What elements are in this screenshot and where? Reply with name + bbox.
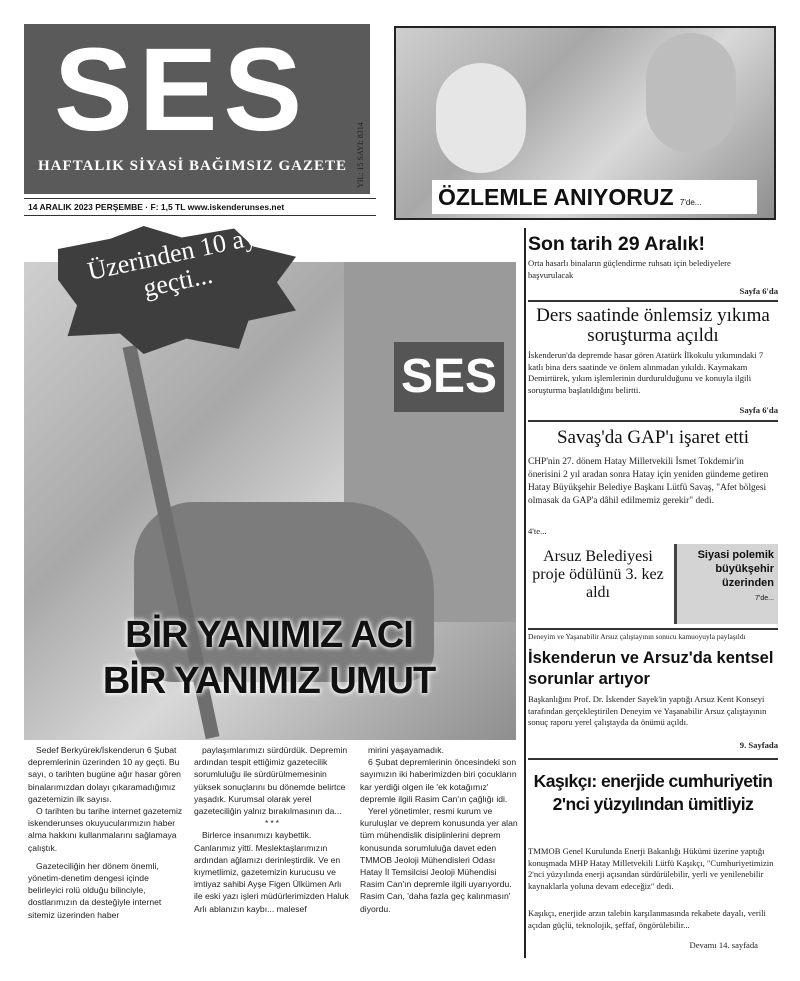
paragraph: Gazeteciliğin her dönem önemli, yönetim-denetim dengesi içinde belirleyici rolü olduğu bilinciyle, dostlarımızın da desteğiyle internet sitemiz üzerinden haber	[28, 860, 162, 920]
kentsel-headline[interactable]: İskenderun ve Arsuz'da kentsel sorunlar artıyor	[528, 649, 774, 688]
son-tarih-ref: Sayfa 6'da	[739, 286, 778, 296]
tagline: HAFTALIK SİYASİ BAĞIMSIZ GAZETE	[38, 158, 347, 174]
kasikci-text-1: TMMOB Genel Kurulunda Enerji Bakanlığı Hükümi üzerine yaptığı konuşmada MHP Hatay Milletvekili Lütfü Kaşıkçı, "Cumhuriyetimizin 2'nci yüzyılında enerji açısından sürdürülebilir, yerli ve yenilenebilir kaynaklarla yoluna devam edeceğiz" dedi.	[528, 846, 774, 891]
paragraph: paylaşımlarımızı sürdürdük. Depremin ardından tespit ettiğimiz gazetecilik sorumluluğu ile sürdürülmemesinin yüksek sonuçlarını bu dönemde belirtce yaşadık. Kurumsal olarak yerel gazeteciliğin yalnız bırakılmasının da...	[194, 745, 348, 817]
polemik-headline: Siyasi polemik büyükşehir üzerinden	[697, 549, 774, 589]
polemik-ref: 7'de...	[755, 595, 774, 602]
headline-line: BİR YANIMIZ ACI	[125, 614, 413, 656]
headline-line: BİR YANIMIZ UMUT	[102, 660, 436, 702]
arsuz-headline[interactable]: Arsuz Belediyesi proje ödülünü 3. kez aldı	[532, 548, 664, 601]
page-ref: 7'de...	[679, 198, 702, 207]
volume-info: YIL: 15 SAYI: 8314	[356, 122, 365, 188]
divider	[528, 628, 778, 630]
paragraph: O tarihten bu tarihe internet gazetemiz iskenderunses okuyucularımızın haber alma hakkını kullanmalarını sağlamaya çalıştık.	[28, 806, 183, 853]
paragraph: Yerel yönetimler, resmi kurum ve kuruluşlar ve deprem konusunda yer alan tüm mühendislik disiplinlerini deprem konusunda sorumluluğa davet eden TMMOB Jeoloji Mühendisleri Odası Hatay İl Temsilcisi Jeoloji Mühendisi Rasim Can'ın depremle ilgili uyarıyordu. Rasim Can, 'daha fazla geç kalınmasın' diyordu.	[360, 806, 518, 914]
lead-headline[interactable]	[34, 612, 504, 704]
polemik-box[interactable]	[674, 544, 778, 624]
son-tarih-text: Orta hasarlı binaların güçlendirme ruhsatı için belediyelere başvurulacak	[528, 258, 731, 280]
newspaper-logo: SES	[54, 24, 309, 156]
top-story-caption[interactable]	[432, 180, 757, 214]
kentsel-kicker: Deneyim ve Yaşanabilir Arsuz çalıştayının sonucu kamuoyuyla paylaşıldı	[528, 632, 746, 641]
kentsel-text: Başkanlığını Prof. Dr. İskender Sayek'in yaptığı Arsuz Kent Konseyi tarafından gerçekleştirilen Deneyim ve Yaşanabilir Arsuz çalıştayının sonuç raporu yerel çalıştayda da önümü açıldı.	[528, 694, 767, 727]
article-column-1	[28, 744, 186, 954]
ders-ref: Sayfa 6'da	[739, 405, 778, 415]
savas-ref: 4'te...	[528, 526, 547, 536]
son-tarih-headline[interactable]: Son tarih 29 Aralık!	[528, 233, 705, 255]
divider	[528, 420, 778, 422]
savas-text: CHP'nin 27. dönem Hatay Milletvekili İsmet Tokdemir'in önerisini 2 yıl aradan sonra Hatay için yeniden gündeme getiren Hatay Büyükşehir Belediye Başkanı Lütfü Savaş, "Afet bölgesi olmasak da GAP'a dâhil edilmemiz gerekir" dedi.	[528, 457, 769, 506]
person-photo	[436, 63, 526, 173]
kentsel-ref: 9. Sayfada	[739, 740, 778, 750]
kasikci-ref: Devamı 14. sayfada	[689, 940, 758, 950]
divider	[528, 758, 778, 760]
article-column-2	[194, 744, 352, 954]
dateline: 14 ARALIK 2023 PERŞEMBE · F: 1,5 TL www.iskenderunses.net	[24, 198, 376, 216]
paragraph: 6 Şubat depremlerinin öncesindeki son sayımızın iki haberimizden biri çocukların kar yerdiği olgen ile 'ek kotağımız' depremle ilgili Rasim Can'ın çağlığı idi.	[360, 757, 517, 804]
paragraph: mirini yaşayamadık.	[368, 745, 444, 755]
star-badge-text: Üzerinden 10 ay geçti...	[84, 221, 260, 303]
masthead	[24, 24, 370, 194]
divider	[528, 300, 778, 302]
building-sign: SES	[394, 342, 504, 412]
separator: ***	[264, 818, 282, 829]
savas-headline[interactable]: Savaş'da GAP'ı işaret etti	[556, 427, 750, 448]
paragraph: Birlerce insanımızı kaybettik. Canlarımız yitti. Meslektaşlarımızın ardından ağlamızı derinleştirdik. Ve en kıymetlimiz, gazetemizin kurucusu ve imtiyaz sahibi Ayşe Figen Ülkümen Arlı ile eski yazı işleri müdürlerimizden Haluk Arlı ablanızın kaybı... malesef	[194, 830, 349, 914]
kasikci-text-2: Kaşıkçı, enerjide arzın talebin karşılanmasında rekabete dayalı, verili açıdan güçlü, teknolojik, şeffaf, öngörülebilir...	[528, 908, 766, 930]
kasikci-headline[interactable]: Kaşıkçı: enerjide cumhuriyetin 2'nci yüzyılından ümitliyiz	[533, 771, 773, 814]
person-photo	[646, 33, 736, 153]
paragraph: Sedef Berkyürek/İskenderun 6 Şubat depremlerinin üzerinden 10 ay geçti. Bu sayı, o tarihten bugüne ağır hasar gören binalarımızdan dolayı çıkaramadığımız gazetemizin ilk sayısı.	[28, 745, 181, 804]
ders-text: İskenderun'da depremde hasar gören Atatürk İlkokulu yıkımındaki 7 katlı bina ders saatinde ve önlem alınmadan yıkıldı. Kaymakam Demirtürek, yıkım işlemlerinin durdurulduğunu ve konuyla ilgili soruşturma başlatıldığını belirtti.	[528, 350, 764, 395]
ders-headline[interactable]: Ders saatinde önlemsiz yıkıma soruşturma açıldı	[536, 305, 770, 346]
article-column-3	[360, 744, 518, 954]
top-story-headline: ÖZLEMLE ANIYORUZ	[438, 184, 674, 210]
